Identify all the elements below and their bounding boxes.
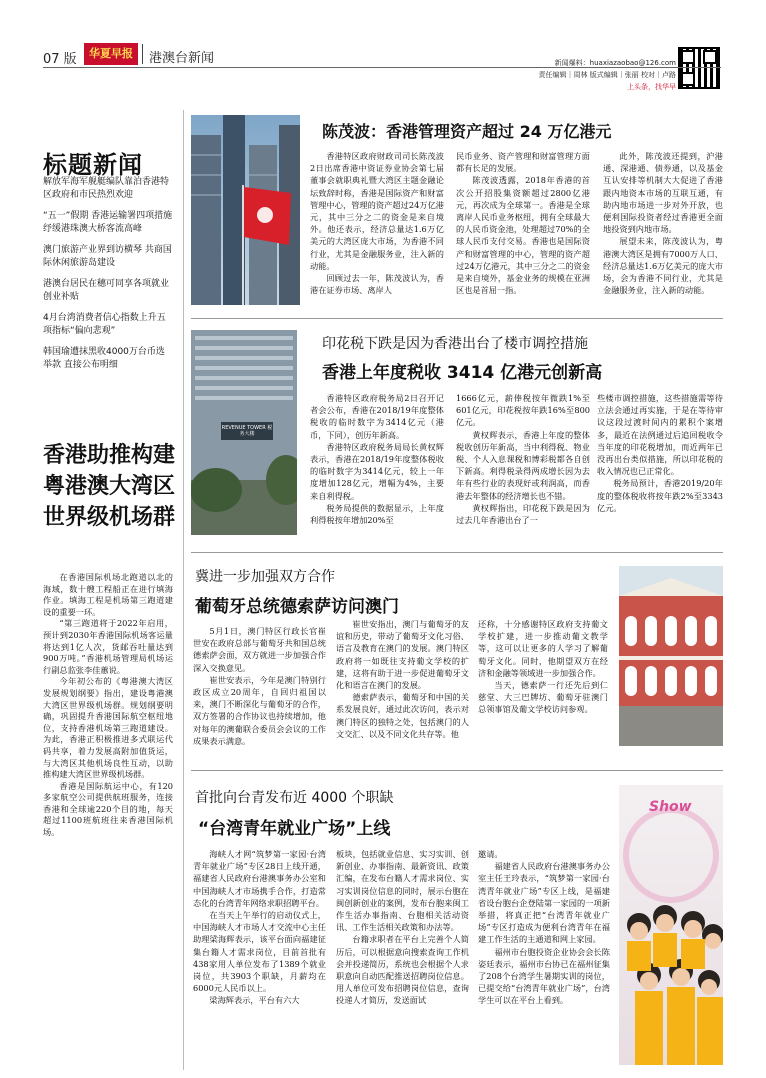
article4-title: “台湾青年就业广场”上线 xyxy=(198,819,391,839)
sidebar-title: 标题新闻 xyxy=(43,151,143,179)
slogan: 上头条，找华早 xyxy=(627,83,676,91)
hong-kong-skyline-photo xyxy=(191,115,300,305)
article1-col2: 民币业务、资产管理和财富管理方面都有长足的发展。 陈茂波透露，2018年香港的首次公开招股集资额超过2800亿港元，再次成为全球第一。香港是全球离岸人民币业务枢纽，拥有全球最大的人民币资金池，处理超过70%的全球人民币支付交易。香港也是国际资产和财富管理的中心，管理的资产超过24万亿港元，其中三分之二的资金是来自境外，基金业务的规模在亚洲区也是首屈一指。 xyxy=(456,151,590,296)
feature-title: 香港助推构建粤港澳大湾区世界级机场群 xyxy=(43,443,176,530)
newspaper-logo: 华夏早报 xyxy=(84,43,138,65)
feature-body xyxy=(43,572,173,839)
article4-subtitle: 首批向台青发布近 4000 个职缺 xyxy=(195,790,394,806)
revenue-tower-photo xyxy=(191,330,297,535)
headline-list xyxy=(43,176,173,380)
article4-col3: 邀请。 福建省人民政府台港澳事务办公室主任王玲表示，“筑梦第一家园·台湾青年就业广场”专区上线，是福建省设台胞台企登陆第一家园的一项新举措，将真正把“台湾青年就业广场”专区打造成为便利台湾青年在福建工作生活的主通道和网上家园。 福州市台胞投资企业协会会长陈姿廷表示，福州市台协已在福州征集了208个台湾学生暑期实训的岗位，已提交给“台湾青年就业广场”，台湾学生可以在平台上看到。 xyxy=(478,849,610,1006)
article2-col3: 些楼市调控措施，这些措施需等待立法会通过再实施，于是在等待审议这段过渡时间内的累积个案增多，最近在法例通过后追回税收令当年度的印花税增加，而近两年已没再出台类似措施，所以印花税的收入情况也已正常化。 税务局预计，香港2019/20年度的整体税收将按年跌2%至3343亿元。 xyxy=(597,393,723,513)
building-sign: REVENUE TOWER 税务大楼 xyxy=(221,425,273,437)
paragraph: 在香港国际机场北跑道以北的海域，数十艘工程船正在进行填海作业。填海工程是机场第三跑道建设的重要一环。 xyxy=(43,572,173,617)
headline-item[interactable]: 4月台湾消费者信心指数上升五项指标“偏向悲观” xyxy=(43,313,166,336)
paragraph: 今年初公布的《粤港澳大湾区发展规划纲要》指出，建设粤港澳大湾区世界级机场群。规划纲要明确，巩固提升香港国际航空枢纽地位，支持香港机场第三跑道建设。为此，香港正积极推进多式联运代码共享，着力发展高附加值货运，与大湾区其他机场良性互动，以助推构建大湾区世界级机场群。 xyxy=(43,676,173,780)
paragraph: 香港是国际航运中心，有120多家航空公司提供航班服务，连接香港和全球逾220个目的地，每天超过1100班航班往来香港国际机场。 xyxy=(43,780,173,838)
article4-col1: 海峡人才网“筑梦第一家园·台湾青年就业广场”专区28日上线开通，福建省人民政府台港澳事务办公室和中国海峡人才市场携手合作，打造常态化的台湾青年网络求职招聘平台。 在当天上午举行的启动仪式上，中国海峡人才市场人才交流中心主任助理梁海辉表示，该平台面向福建征集台籍人才需求岗位，目前首批有438家用人单位发布了1389个就业岗位，共3903个职缺，月薪均在6000元人民币以上。 梁海辉表示，平台有六大 xyxy=(193,849,326,1006)
headline-item[interactable]: “五一”假期 香港运输署四项措施纾缓港珠澳大桥客流高峰 xyxy=(43,211,173,234)
photo-logo-text: Show xyxy=(649,799,692,815)
article2-title: 香港上年度税收 3414 亿港元创新高 xyxy=(322,363,603,383)
hotline: 新闻爆料：huaxiazaobao@126.com xyxy=(554,59,676,67)
paragraph: “第三跑道将于2022年启用，预计到2030年香港国际机场客运量将达到1亿人次，货邮吞吐量达到900万吨。”香港机场管理局机场运行副总监张李佳蕙说。 xyxy=(43,618,173,675)
article3-col2: 崔世安指出，澳门与葡萄牙的友谊和历史，带动了葡萄牙文化习俗、语言及教育在澳门的发展。澳门特区政府将一如既往支持葡文学校的扩建，这将有助于进一步促进葡萄牙文化和语言在澳门的发展。 德索萨表示，葡萄牙和中国的关系发展良好，通过此次访问，表示对澳门特区的独特之处，包括澳门的人文交汇、以及不同文化共存等。他 xyxy=(336,619,469,739)
headline-item[interactable]: 澳门旅游产业界到访横琴 共商国际休闲旅游岛建设 xyxy=(43,245,172,268)
students-group-photo xyxy=(619,785,723,1065)
sidebar-divider xyxy=(183,110,184,1070)
article2-col1: 香港特区政府税务局2日召开记者会公布，香港在2018/19年度整体税收的临时数字为3414亿元（港币，下同），创历年新高。 香港特区政府税务局局长黄权辉表示，香港在2018/19年度整体税收的临时数字为3414亿元，较上一年度增加128亿元，增幅为4%，主要来自利得税。 税务局提供的数据显示，上年度利得税按年增加20%至 xyxy=(310,393,444,526)
article4-col2: 板块，包括就业信息、实习实训、创新创业、办事指南、最新资讯、政策汇编，在发布台籍人才需求岗位、实习实训岗位信息的同时，展示台胞在闽创新创业的案例，发布台胞来闽工作生活办事指南、台胞相关活动资讯、工作生活相关政策和办法等。 台籍求职者在平台上完善个人简历后，可以根据意向搜索查询工作机会并投递简历，系统也会根据个人求职意向自动匹配推送招聘岗位信息。用人单位可发布招聘岗位信息，查询投递人才简历，发送面试 xyxy=(336,849,469,1006)
article3-col3: 还称，十分感谢特区政府支持葡文学校扩建，进一步推动葡文教学等，这可以让更多的人学习了解葡萄牙文化。同时，他期望双方在经济和金融等领域进一步加强合作。 当天，德索萨一行还先后到仁慈堂、大三巴牌坊、葡萄牙驻澳门总领事馆及葡文学校访问参观。 xyxy=(478,619,608,715)
section-rule xyxy=(191,552,723,553)
headline-item[interactable]: 解放军海军舰艇编队靠泊香港特区政府和市民热烈欢迎 xyxy=(43,177,170,200)
section-title: 港澳台新闻 xyxy=(149,51,215,66)
qr-code-icon xyxy=(678,47,720,89)
macau-building-photo xyxy=(619,566,723,746)
headline-item[interactable]: 港澳台居民在穗可同享各项就业创业补贴 xyxy=(43,279,170,302)
header-credits xyxy=(539,57,676,81)
article1-col1: 香港特区政府财政司司长陈茂波2日出席香港中资证券业协会第七届董事会就职典礼暨大湾区主题金融论坛致辞时称，香港是国际资产和财富管理中心，管理的资产超过24万亿港元，其中三分之二的资金是来自境外。他还表示，经济总量达1.6万亿美元的大湾区庞大市场，为香港不同行业，尤其是金融服务业，注入新的动能。 回顾过去一年，陈茂波认为，香港在证券市场、离岸人 xyxy=(310,151,444,296)
header-divider xyxy=(142,44,143,64)
article3-subtitle: 冀进一步加强双方合作 xyxy=(195,569,335,585)
section-rule xyxy=(191,318,723,319)
article3-col1: 5月1日，澳门特区行政长官崔世安在政府总部与葡萄牙共和国总统德索萨会面，双方就进一步加强合作深入交换意见。 崔世安表示，今年是澳门特别行政区成立20周年，自回归祖国以来，澳门不断深化与葡萄牙的合作，双方签署的合作协议也持续增加，他对每年的澳葡联合委员会会议的工作成果表示满意。 xyxy=(193,626,326,746)
page-number: 07 版 xyxy=(43,52,77,67)
article3-title: 葡萄牙总统德索萨访问澳门 xyxy=(195,597,399,617)
article1-title: 陈茂波：香港管理资产超过 24 万亿港元 xyxy=(322,122,612,141)
article2-col2: 1666亿元，薪俸税按年微跌1%至601亿元，印花税按年跌16%至800亿元。 黄权辉表示，香港上年度的整体税收创历年新高，当中利得税、物业税、个人入息课税和博彩税都各自创下新高。利得税录得两成增长因为去年有些行业的表现好或利润高，而香港去年整体的经济增长也不错。 黄权辉指出，印花税下跌是因为过去几年香港出台了一 xyxy=(456,393,590,526)
header-rule xyxy=(43,67,721,68)
article1-col3: 此外，陈茂波还提到，沪港通、深港通、债券通，以及基金互认安排等机制大大促进了香港跟内地资本市场的互联互通，有助内地市场进一步对外开放，也便利国际投资者经过香港更全面地投资到内地市场。 展望未来，陈茂波认为，粤港澳大湾区是拥有7000万人口、经济总量达1.6万亿美元的庞大市场，会为香港不同行业，尤其是金融服务业，注入新的动能。 xyxy=(603,151,723,296)
article2-subtitle: 印花税下跌是因为香港出台了楼市调控措施 xyxy=(322,336,588,352)
headline-item[interactable]: 韩国瑜遭抹黑收4000万台币选举款 直接公布明细 xyxy=(43,347,165,370)
editors: 责任编辑｜周林 版式编辑｜张丽 校对｜卢路 xyxy=(538,71,676,79)
section-rule xyxy=(191,770,723,771)
